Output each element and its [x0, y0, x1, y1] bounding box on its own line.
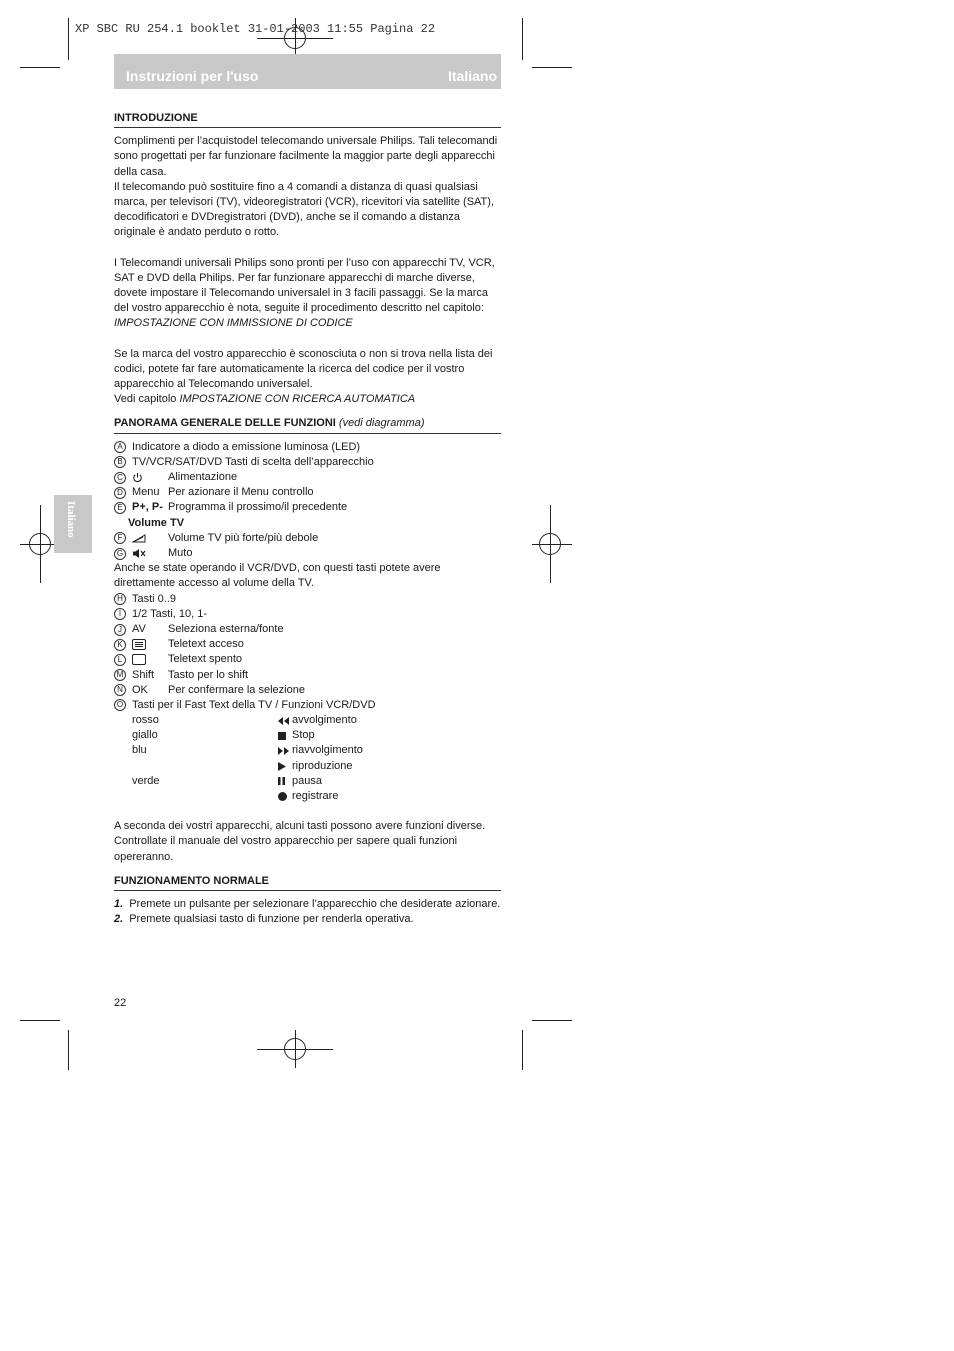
closing-note: A seconda dei vostri apparecchi, alcuni tasti possono avere funzioni diverse. Controllate il manuale del vostro apparecchio per sapere quali funzioni opereranno. [114, 820, 486, 863]
function-item-n: N OK Per confermare la selezione [114, 683, 501, 698]
fasttext-color: verde [132, 774, 160, 787]
fasttext-function: pausa [292, 774, 322, 787]
item-letter: J [114, 624, 126, 636]
registration-circle [29, 533, 51, 555]
item-letter: H [114, 593, 126, 605]
item-letter: N [114, 684, 126, 696]
teletext-off-icon [132, 654, 168, 665]
paragraph: Il telecomando può sostituire fino a 4 comandi a distanza di quasi qualsiasi marca, per televisori (TV), videoregistratori (VCR), ricevitori via satellite (SAT), decodificatori e DVDregistratori (DVD), anche se il comando a distanza originale è andato perduto o rotto. [114, 180, 494, 239]
function-item-i: I 1/2 Tasti, 10, 1- [114, 607, 501, 622]
key-label: OK [132, 683, 148, 696]
chapter-reference: IMPOSTAZIONE CON RICERCA AUTOMATICA [179, 393, 416, 406]
fasttext-color: giallo [132, 729, 158, 742]
mute-icon [132, 548, 168, 559]
item-letter: E [114, 502, 126, 514]
page-number: 22 [114, 997, 127, 1009]
crop-mark [522, 1030, 523, 1070]
stop-icon [278, 728, 292, 743]
section-title-introduzione: INTRODUZIONE [114, 111, 501, 128]
fasttext-color: blu [132, 744, 147, 757]
item-letter: K [114, 639, 126, 651]
function-item-j: J AV Seleziona esterna/fonte [114, 622, 501, 637]
paragraph: I Telecomandi universali Philips sono pronti per l’uso con apparecchi TV, VCR, SAT e DVD della Philips. Per far funzionare apparecchi di marche diverse, dovete impostare il Telecomando universalel in 3 facili passaggi. Se la marca del vostro apparecchio è nota, seguite il procedimento descritto nel capitolo: IMPOSTAZIONE CON IMMISSIONE DI CODICE [114, 256, 495, 330]
function-item-c: C Alimentazione [114, 470, 501, 485]
volume-icon [132, 534, 168, 543]
item-letter: G [114, 548, 126, 560]
fasttext-function: registrare [292, 790, 339, 802]
step-number: 2. [114, 913, 124, 926]
section-title-funzionamento: FUNZIONAMENTO NORMALE [114, 874, 501, 891]
paragraph: Se la marca del vostro apparecchio è sconosciuta o non si trova nella lista dei codici, potete far fare automaticamente la ricerca del codice per il vostro apparecchio al Telecomando universalel. Vedi capitolo IMPOSTAZIONE CON RICERCA AUTOMATICA [114, 347, 493, 406]
side-tab-label: Italiano [65, 501, 77, 538]
fasttext-function: avvolgimento [292, 714, 357, 727]
function-item-b: B TV/VCR/SAT/DVD Tasti di scelta dell’apparecchio [114, 455, 501, 470]
teletext-on-icon [132, 639, 168, 650]
crop-mark [68, 1030, 69, 1070]
function-item-e: E P+, P- Programma il prossimo/il precedente [114, 500, 501, 515]
item-letter: F [114, 532, 126, 544]
function-item-m: M Shift Tasto per lo shift [114, 668, 501, 683]
header-title: Instruzioni per l'uso [126, 68, 259, 84]
fasttext-function: riproduzione [292, 759, 353, 772]
item-letter: A [114, 441, 126, 453]
crop-mark [532, 67, 572, 68]
side-language-tab [54, 495, 92, 553]
crop-mark [20, 67, 60, 68]
item-letter: I [114, 608, 126, 620]
key-label: Menu [132, 486, 160, 499]
function-item-h: H Tasti 0..9 [114, 592, 501, 607]
item-letter: O [114, 699, 126, 711]
item-letter: M [114, 669, 126, 681]
registration-circle [539, 533, 561, 555]
key-label: Shift [132, 668, 155, 681]
vcr-volume-note: Anche se state operando il VCR/DVD, con questi tasti potete avere direttamente accesso al volume della TV. [114, 562, 441, 590]
key-label: P+, P- [132, 501, 163, 514]
function-item-k: K Teletext acceso [114, 637, 501, 652]
section-title-panorama: PANORAMA GENERALE DELLE FUNZIONI (vedi diagramma) [114, 416, 501, 433]
function-item-g: G Muto [114, 546, 501, 561]
step-item: 1. Premete un pulsante per selezionare l’apparecchio che desiderate azionare. [114, 897, 501, 912]
item-letter: D [114, 487, 126, 499]
function-item-l: L Teletext spento [114, 652, 501, 667]
record-icon [278, 789, 292, 804]
item-letter: C [114, 472, 126, 484]
step-item: 2. Premete qualsiasi tasto di funzione per renderla operativa. [114, 912, 501, 927]
function-item-o: O Tasti per il Fast Text della TV / Funzioni VCR/DVD [114, 698, 501, 713]
crop-mark [20, 1020, 60, 1021]
fasttext-color [132, 789, 278, 804]
fasttext-color: rosso [132, 714, 159, 727]
key-label: AV [132, 622, 146, 635]
pause-icon [278, 774, 292, 789]
paragraph: Complimenti per l’acquistodel telecomando universale Philips. Tali telecomandi sono progettati per far funzionare facilmente la maggior parte degli apparecchi della casa. [114, 135, 498, 178]
rewind-icon [278, 713, 292, 728]
fasttext-color [132, 759, 278, 774]
play-icon [278, 759, 292, 774]
chapter-reference: IMPOSTAZIONE CON IMMISSIONE DI CODICE [114, 317, 353, 330]
fasttext-function: Stop [292, 729, 315, 742]
item-letter: B [114, 456, 126, 468]
page-content [114, 111, 501, 927]
fasttext-function: riavvolgimento [292, 744, 363, 757]
fast-forward-icon [278, 743, 292, 758]
crop-mark [522, 18, 523, 60]
item-letter: L [114, 654, 126, 666]
page-header [114, 54, 501, 89]
crop-mark [532, 1020, 572, 1021]
power-icon [132, 472, 168, 483]
volume-heading: Volume TV [128, 516, 185, 529]
function-item-d: D Menu Per azionare il Menu controllo [114, 485, 501, 500]
crop-mark [68, 18, 69, 60]
function-item-f: F Volume TV più forte/più debole [114, 531, 501, 546]
print-slug: XP SBC RU 254.1 booklet 31-01-2003 11:55 Pagina 22 [75, 22, 436, 36]
fasttext-table [114, 713, 501, 804]
step-number: 1. [114, 898, 124, 910]
registration-circle [284, 1038, 306, 1060]
header-language: Italiano [447, 68, 497, 84]
function-item-a: A Indicatore a diodo a emissione luminosa (LED) [114, 440, 501, 455]
